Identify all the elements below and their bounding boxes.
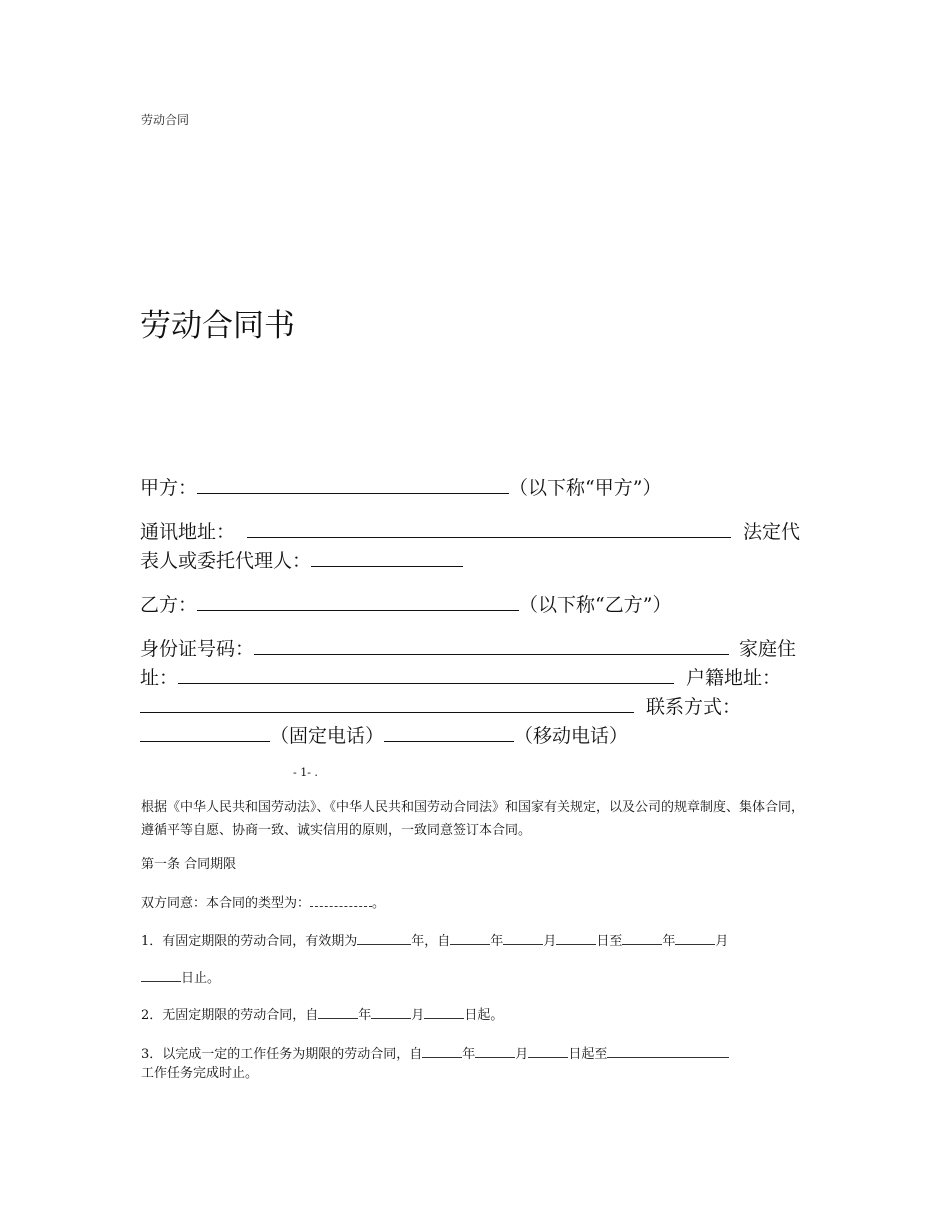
party-b-suffix: （以下称“乙方”）: [519, 594, 672, 616]
party-b-line: [140, 592, 671, 618]
contract-type-blank[interactable]: [310, 892, 372, 907]
item-3-day-blank[interactable]: [528, 1043, 568, 1058]
intro-paragraph: 根据《中华人民共和国劳动法》、《中华人民共和国劳动合同法》和国家有关规定，以及公司的规章制度、集体合同，遵循平等自愿、协商一致、诚实信用的原则，一致同意签订本合同。: [141, 800, 805, 838]
id-line: [140, 636, 796, 662]
party-a-line: [140, 475, 661, 501]
item-1-text: 1．有固定期限的劳动合同，有效期为: [141, 934, 358, 949]
party-b-blank[interactable]: [197, 592, 519, 611]
item-1-text-d: 月: [543, 934, 557, 949]
item-3-text-c: 月: [515, 1047, 529, 1062]
contact-trail: 联系方式：: [646, 696, 742, 718]
party-b-label: 乙方：: [140, 594, 198, 616]
item-3-line: [141, 1043, 729, 1065]
party-a-suffix: （以下称“甲方”）: [509, 477, 662, 499]
item-1-text-g: 月: [715, 934, 729, 949]
id-label: 身份证号码：: [140, 638, 255, 660]
running-header: 劳动合同: [141, 113, 190, 127]
item-1-text-f: 年: [662, 934, 676, 949]
address-line: [140, 519, 800, 545]
item-1-text-e: 日至: [596, 934, 623, 949]
item-1-text-c: 年: [490, 934, 504, 949]
item-2-line: [141, 1004, 503, 1026]
address-blank[interactable]: [247, 519, 731, 538]
item-1-end-year-blank[interactable]: [622, 930, 662, 945]
item-1-start-month-blank[interactable]: [503, 930, 543, 945]
item-1-end-day-blank[interactable]: [141, 967, 181, 982]
item-1-start-year-blank[interactable]: [450, 930, 490, 945]
item-3-year-blank[interactable]: [422, 1043, 462, 1058]
residence-blank[interactable]: [140, 694, 634, 713]
contract-type-label: 双方同意：本合同的类型为：: [141, 896, 311, 911]
fixed-phone-blank[interactable]: [140, 723, 270, 742]
mobile-phone-label: （移动电话）: [514, 725, 629, 747]
item-1-line-2: [141, 967, 220, 989]
page-number: - 1- .: [293, 766, 318, 779]
item-1-text-b: 年，自: [411, 934, 451, 949]
item-1-line: [141, 930, 728, 952]
address-trail: 法定代: [743, 521, 801, 543]
article-1-title: 第一条 合同期限: [141, 857, 237, 872]
item-3-task-blank[interactable]: [607, 1043, 729, 1058]
item-1-text-h: 日止。: [181, 971, 221, 986]
item-1-start-day-blank[interactable]: [556, 930, 596, 945]
item-2-year-blank[interactable]: [318, 1004, 358, 1019]
home-label: 址：: [140, 667, 179, 689]
item-2-day-blank[interactable]: [424, 1004, 464, 1019]
mobile-phone-blank[interactable]: [384, 723, 514, 742]
item-2-text-b: 年: [358, 1008, 372, 1023]
contract-type-end: 。: [372, 896, 386, 911]
item-1-years-blank[interactable]: [357, 930, 411, 945]
item-3-line-2: 工作任务完成时止。: [141, 1066, 259, 1081]
item-1-end-month-blank[interactable]: [675, 930, 715, 945]
rep-blank[interactable]: [311, 548, 463, 567]
home-line: [140, 665, 781, 691]
item-2-month-blank[interactable]: [371, 1004, 411, 1019]
item-2-text: 2．无固定期限的劳动合同，自: [141, 1008, 319, 1023]
item-3-text-d: 日起至: [568, 1047, 608, 1062]
item-2-text-d: 日起。: [464, 1008, 504, 1023]
contract-type-line: [141, 892, 385, 914]
address-label: 通讯地址：: [140, 521, 236, 543]
id-blank[interactable]: [254, 636, 729, 655]
item-3-month-blank[interactable]: [475, 1043, 515, 1058]
item-3-text-b: 年: [462, 1047, 476, 1062]
phones-line: [140, 723, 628, 749]
item-3-text: 3．以完成一定的工作任务为期限的劳动合同，自: [141, 1047, 423, 1062]
rep-label: 表人或委托代理人：: [140, 550, 312, 572]
rep-line: [140, 548, 463, 574]
fixed-phone-label: （固定电话）: [270, 725, 385, 747]
party-a-blank[interactable]: [197, 475, 509, 494]
home-blank[interactable]: [178, 665, 674, 684]
party-a-label: 甲方：: [140, 477, 198, 499]
home-trail: 户籍地址：: [686, 667, 782, 689]
document-title: 劳动合同书: [140, 308, 295, 344]
item-2-text-c: 月: [411, 1008, 425, 1023]
id-trail: 家庭住: [739, 638, 797, 660]
contact-line: [140, 694, 741, 720]
